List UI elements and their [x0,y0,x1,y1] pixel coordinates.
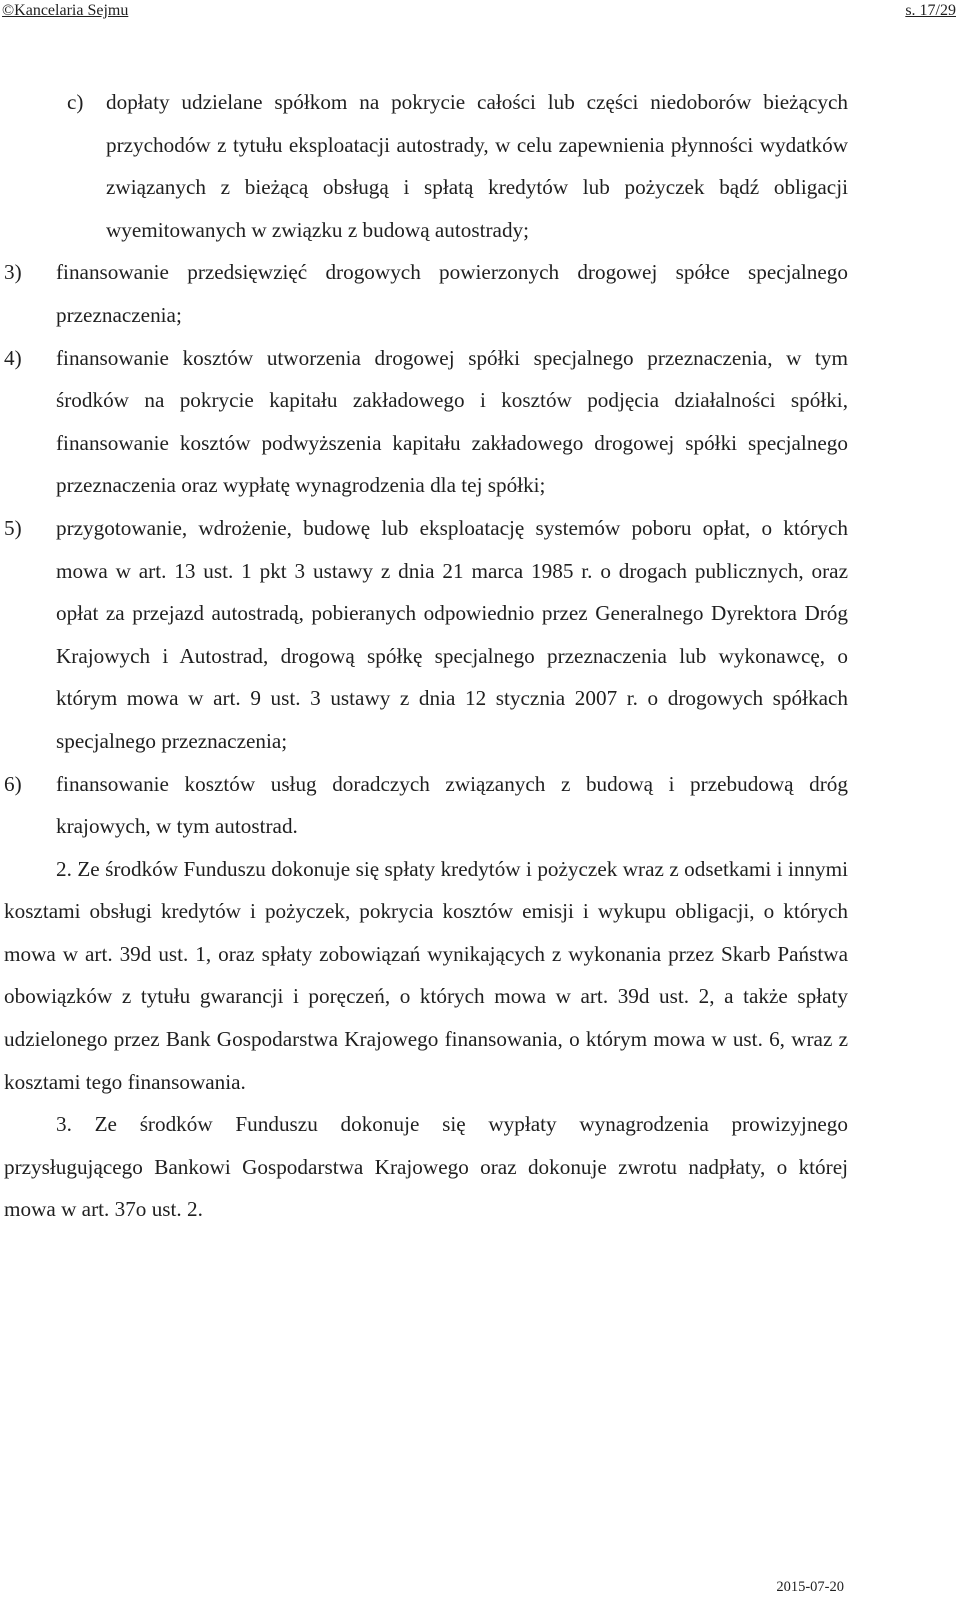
paragraph-2: 2. Ze środków Funduszu dokonuje się spłaty kredytów i pożyczek wraz z odsetkami i innymi kosztami obsługi kredytów i pożyczek, pokrycia kosztów emisji i wykupu obligacji, o których mowa w art. 39d ust. 1, oraz spłaty zobowiązań wynikających z wykonania przez Skarb Państwa obowiązków z tytułu gwarancji i poręczeń, o których mowa w art. 39d ust. 2, a także spłaty udzielonego przez Bank Gospodarstwa Krajowego finansowania, o którym mowa w ust. 6, wraz z kosztami tego finansowania. [4,856,848,1094]
list-item-text: finansowanie przedsięwzięć drogowych powierzonych drogowej spółce specjalnego przeznaczenia; [56,260,848,327]
list-item-text: przygotowanie, wdrożenie, budowę lub eksploatację systemów poboru opłat, o których mowa w art. 13 ust. 1 pkt 3 ustawy z dnia 21 marca 1985 r. o drogach publicznych, oraz opłat za przejazd autostradą, pobieranych odpowiednio przez Generalnego Dyrektora Dróg Krajowych i Autostrad, drogową spółkę specjalnego przeznaczenia lub wykonawcę, o którym mowa w art. 9 ust. 3 ustawy z dnia 12 stycznia 2007 r. o drogowych spółkach specjalnego przeznaczenia; [56,515,848,753]
page-header [0,0,960,22]
list-item-text: finansowanie kosztów usług doradczych związanych z budową i przebudową dróg krajowych, w tym autostrad. [56,771,848,839]
header-page-number: s. 17/29 [905,2,956,19]
list-item-number: 5) [4,515,22,540]
list-item-c [4,81,848,251]
list-item-number: 6) [4,771,22,796]
list-item-number: 4) [4,345,22,370]
paragraph-3: 3. Ze środków Funduszu dokonuje się wypłaty wynagrodzenia prowizyjnego przysługującego Bankowi Gospodarstwa Krajowego oraz dokonuje zwrotu nadpłaty, o której mowa w art. 37o ust. 2. [4,1112,848,1222]
list-item-text: finansowanie kosztów utworzenia drogowej spółki specjalnego przeznaczenia, w tym środków na pokrycie kapitału zakładowego i kosztów podjęcia działalności spółki, finansowanie kosztów podwyższenia kapitału zakładowego drogowej spółki specjalnego przeznaczenia oraz wypłatę wynagrodzenia dla tej spółki; [56,345,848,498]
document-body [4,81,848,1231]
footer-date: 2015-07-20 [776,1579,844,1595]
list-item-3 [4,251,848,336]
list-item-4 [4,337,848,507]
list-item-text: dopłaty udzielane spółkom na pokrycie całości lub części niedoborów bieżących przychodów z tytułu eksploatacji autostrady, w celu zapewnienia płynności wydatków związanych z bieżącą obsługą i spłatą kredytów lub pożyczek bądź obligacji wyemitowanych w związku z budową autostrady; [106,90,848,242]
list-item-number: 3) [4,260,22,285]
header-source: ©Kancelaria Sejmu [2,2,129,19]
list-item-number: c) [67,90,84,114]
list-item-6 [4,763,848,848]
list-item-5 [4,507,848,763]
